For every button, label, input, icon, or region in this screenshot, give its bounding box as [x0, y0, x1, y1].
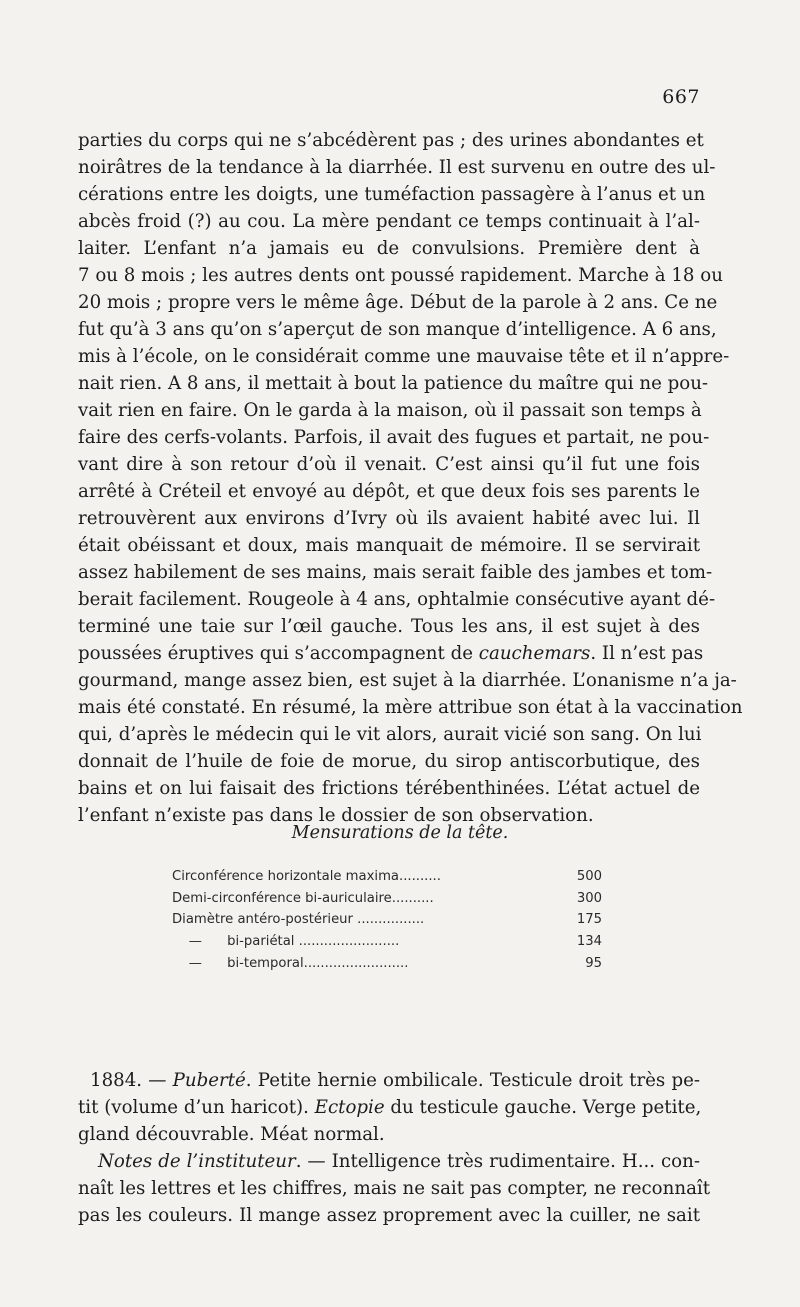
- measurement-row: [172, 866, 602, 888]
- text-run: . Il n’est pas: [590, 643, 704, 664]
- text-line: [78, 640, 704, 667]
- measurement-value: 175: [576, 912, 602, 928]
- text-line: mis à l’école, on le considérait comme une mauvaise tête et il n’appre-: [78, 346, 730, 367]
- text-line: l’enfant n’existe pas dans le dossier de son observation.: [78, 805, 594, 826]
- measurement-value: 134: [576, 934, 602, 950]
- text-line: bains et on lui faisait des frictions térébenthinées. L’état actuel de: [78, 778, 700, 799]
- text-line: laiter. L’enfant n’a jamais eu de convulsions. Première dent à: [78, 238, 700, 259]
- measurement-row: [172, 909, 602, 931]
- text-line: assez habilement de ses mains, mais serait faible des jambes et tom-: [78, 562, 713, 583]
- measurement-label: Circonférence horizontale maxima..........: [172, 869, 441, 884]
- text-line: 7 ou 8 mois ; les autres dents ont poussé rapidement. Marche à 18 ou: [78, 265, 723, 286]
- measurement-label: Diamètre antéro-postérieur ................: [172, 912, 425, 928]
- text-line: nait rien. A 8 ans, il mettait à bout la patience du maître qui ne pou-: [78, 373, 709, 394]
- text-line: qui, d’après le médecin qui le vit alors, aurait vicié son sang. On lui: [78, 724, 702, 745]
- measurement-label: Demi-circonférence bi-auriculaire..........: [172, 890, 434, 906]
- measurement-label: — bi-pariétal ........................: [172, 934, 400, 950]
- italic-term: Notes de l’instituteur: [98, 1151, 296, 1172]
- text-line: [78, 1148, 700, 1175]
- measurement-label: — bi-temporal.........................: [172, 955, 409, 971]
- text-line: naît les lettres et les chiffres, mais ne sait pas compter, ne reconnaît: [78, 1178, 711, 1199]
- measurement-row: [172, 953, 602, 975]
- text-line: noirâtres de la tendance à la diarrhée. Il est survenu en outre des ul-: [78, 157, 716, 178]
- measurement-row: [172, 931, 602, 953]
- year-label: 1884. —: [90, 1070, 173, 1091]
- text-line: fut qu’à 3 ans qu’on s’aperçut de son manque d’intelligence. A 6 ans,: [78, 319, 717, 340]
- text-line: gourmand, mange assez bien, est sujet à la diarrhée. L’onanisme n’a ja-: [78, 670, 737, 691]
- text-line: berait facilement. Rougeole à 4 ans, ophtalmie consécutive ayant dé-: [78, 589, 716, 610]
- notes-paragraph: [78, 1148, 711, 1229]
- text-line: faire des cerfs-volants. Parfois, il avait des fugues et partait, ne pou-: [78, 427, 710, 448]
- body-paragraph: [78, 127, 743, 829]
- measurement-row: [172, 888, 602, 910]
- page-number: 667: [662, 86, 700, 108]
- measurement-value: 500: [576, 869, 602, 884]
- italic-term: cauchemars: [478, 643, 591, 664]
- text-line: abcès froid (?) au cou. La mère pendant ce temps continuait à l’al-: [78, 211, 700, 232]
- text-line: donnait de l’huile de foie de morue, du sirop antiscorbutique, des: [78, 751, 700, 772]
- italic-term: Puberté: [172, 1070, 246, 1091]
- measurement-value: 95: [585, 955, 602, 971]
- text-line: retrouvèrent aux environs d’Ivry où ils avaient habité avec lui. Il: [78, 508, 700, 529]
- text-line: 20 mois ; propre vers le même âge. Début de la parole à 2 ans. Ce ne: [78, 292, 718, 313]
- text-line: vant dire à son retour d’où il venait. C’est ainsi qu’il fut une fois: [78, 454, 700, 475]
- text-run: poussées éruptives qui s’accompagnent de: [78, 643, 479, 664]
- text-line: arrêté à Créteil et envoyé au dépôt, et que deux fois ses parents le: [78, 481, 700, 502]
- text-line: parties du corps qui ne s’abcédèrent pas ; des urines abondantes et: [78, 130, 704, 151]
- text-line: [78, 1094, 700, 1121]
- text-line: [90, 1067, 700, 1094]
- text-line: mais été constaté. En résumé, la mère attribue son état à la vaccination: [78, 697, 743, 718]
- text-line: vait rien en faire. On le garda à la maison, où il passait son temps à: [78, 400, 702, 421]
- text-run: du testicule gauche. Verge petite,: [384, 1097, 702, 1118]
- measurement-value: 300: [576, 890, 602, 906]
- text-run: tit (volume d’un haricot).: [78, 1097, 315, 1118]
- text-line: était obéissant et doux, mais manquait de mémoire. Il se servirait: [78, 535, 700, 556]
- text-line: gland découvrable. Méat normal.: [78, 1124, 385, 1145]
- section-subheading: Mensurations de la tête.: [291, 823, 509, 843]
- puberty-paragraph: [78, 1067, 702, 1148]
- text-line: cérations entre les doigts, une tuméfaction passagère à l’anus et un: [78, 184, 706, 205]
- text-line: pas les couleurs. Il mange assez proprement avec la cuiller, ne sait: [78, 1205, 700, 1226]
- measurements-table: [172, 866, 602, 974]
- text-run: . — Intelligence très rudimentaire. H... con-: [295, 1151, 700, 1172]
- text-line: terminé une taie sur l’œil gauche. Tous les ans, il est sujet à des: [78, 616, 700, 637]
- text-run: . Petite hernie ombilicale. Testicule droit très pe-: [245, 1070, 700, 1091]
- italic-term: Ectopie: [314, 1097, 385, 1118]
